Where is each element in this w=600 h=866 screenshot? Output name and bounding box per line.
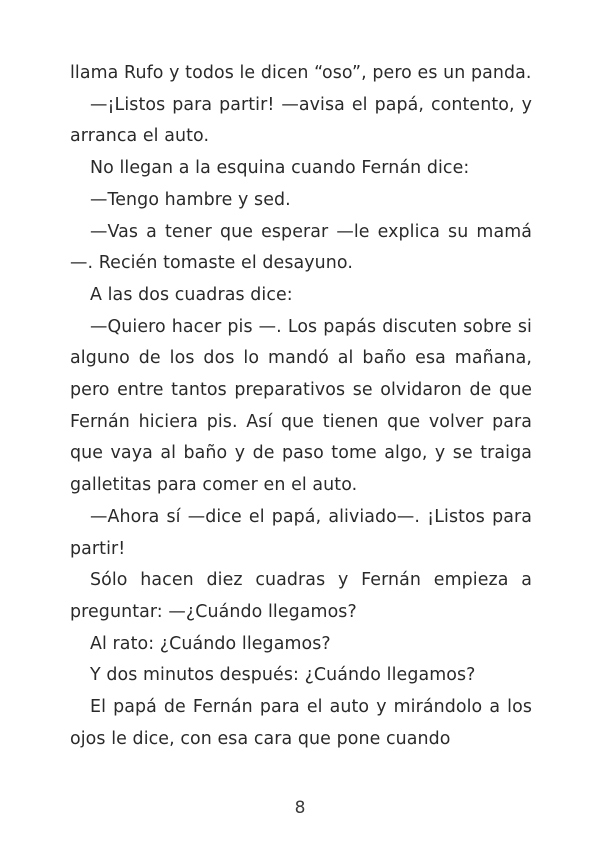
- paragraph: No llegan a la esquina cuando Fernán dice:: [90, 158, 470, 179]
- page-text: [70, 58, 532, 755]
- paragraph: —¡Listos para partir! —avisa el papá, contento, y arranca el auto.: [70, 94, 532, 147]
- paragraph: llama Rufo y todos le dicen “oso”, pero es un panda.: [70, 63, 532, 83]
- paragraph: Sólo hacen diez cuadras y Fernán empieza a preguntar: —¿Cuándo llegamos?: [70, 570, 532, 622]
- paragraph: —Quiero hacer pis —. Los papás discuten sobre si alguno de los dos lo mandó al baño esa mañana, pero entre tantos preparativos se olvidaron de que Fernán hiciera pis. Así que tienen que volver para que vaya al baño y de paso tome algo, y se traiga galletitas para comer en el auto.: [70, 316, 532, 496]
- paragraph: Y dos minutos después: ¿Cuándo llegamos?: [90, 665, 476, 686]
- paragraph: —Vas a tener que esperar —le explica su mamá—. Recién tomaste el desayuno.: [70, 221, 532, 274]
- paragraph: El papá de Fernán para el auto y mirándolo a los ojos le dice, con esa cara que pone cuando: [70, 697, 532, 749]
- paragraph: —Ahora sí —dice el papá, aliviado—. ¡Listos para partir!: [70, 506, 532, 559]
- paragraph: —Tengo hambre y sed.: [90, 189, 291, 210]
- paragraph: Al rato: ¿Cuándo llegamos?: [90, 633, 331, 654]
- page-number: 8: [294, 798, 306, 818]
- paragraph: A las dos cuadras dice:: [90, 284, 293, 305]
